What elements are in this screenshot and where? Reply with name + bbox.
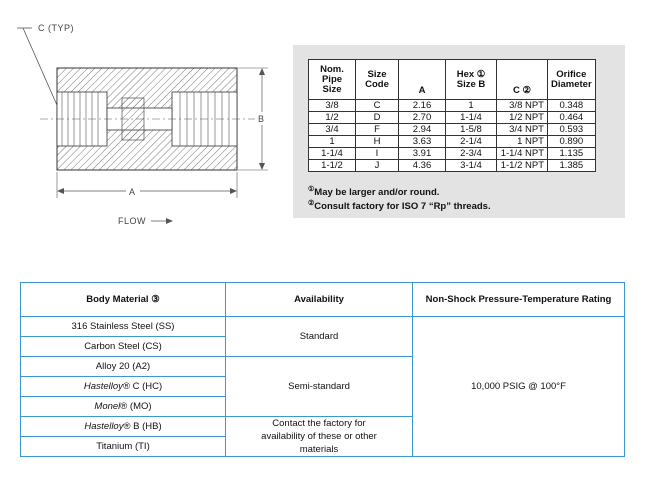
dimension-panel bbox=[293, 45, 625, 218]
header-orifice-diameter: Orifice Diameter bbox=[548, 60, 596, 100]
dimension-table-header bbox=[309, 60, 596, 100]
table-row: 1-1/2 J 4.36 3-1/4 1-1/2 NPT 1.385 bbox=[309, 160, 596, 172]
materials-table-header bbox=[21, 283, 625, 317]
flow-indicator bbox=[118, 216, 173, 226]
table-row: 1-1/4 I 3.91 2-3/4 1-1/4 NPT 1.135 bbox=[309, 148, 596, 160]
header-body-material: Body Material ③ bbox=[21, 283, 226, 317]
header-nom-pipe-size: Nom. Pipe Size bbox=[309, 60, 356, 100]
header-size-code: Size Code bbox=[356, 60, 399, 100]
availability-contact: Contact the factory for availability of these or other materials bbox=[226, 417, 413, 457]
callout-c-label: C (TYP) bbox=[38, 23, 74, 33]
coupling-body bbox=[40, 68, 255, 170]
table-row: 3/8 C 2.16 1 3/8 NPT 0.348 bbox=[309, 100, 596, 112]
material-cell: Hastelloy® B (HB) bbox=[21, 417, 226, 437]
materials-table bbox=[20, 282, 625, 457]
header-c: C ② bbox=[497, 60, 548, 100]
table-row: 1/2 D 2.70 1-1/4 1/2 NPT 0.464 bbox=[309, 112, 596, 124]
availability-semi-standard: Semi-standard bbox=[226, 357, 413, 417]
header-rating: Non-Shock Pressure-Temperature Rating bbox=[413, 283, 625, 317]
dimension-b-label: B bbox=[258, 114, 265, 124]
header-a: A bbox=[399, 60, 446, 100]
note-1: ①May be larger and/or round. bbox=[308, 186, 440, 199]
flow-arrow-icon bbox=[166, 218, 173, 224]
rating-value: 10,000 PSIG @ 100°F bbox=[413, 317, 625, 457]
material-cell: Alloy 20 (A2) bbox=[21, 357, 226, 377]
material-cell: Hastelloy® C (HC) bbox=[21, 377, 226, 397]
table-row bbox=[21, 317, 625, 337]
dimension-table bbox=[308, 59, 596, 172]
header-hex-size-b: Hex ① Size B bbox=[446, 60, 497, 100]
availability-standard: Standard bbox=[226, 317, 413, 357]
material-cell: Monel® (MO) bbox=[21, 397, 226, 417]
material-cell: 316 Stainless Steel (SS) bbox=[21, 317, 226, 337]
header-availability: Availability bbox=[226, 283, 413, 317]
coupling-drawing bbox=[0, 0, 285, 240]
dimension-a bbox=[57, 172, 237, 198]
flow-label: FLOW bbox=[118, 216, 146, 226]
table-row: 3/4 F 2.94 1-5/8 3/4 NPT 0.593 bbox=[309, 124, 596, 136]
note-2: ②Consult factory for ISO 7 “Rp” threads. bbox=[308, 200, 491, 213]
dimension-a-label: A bbox=[129, 187, 136, 197]
table-row: 1 H 3.63 2-1/4 1 NPT 0.890 bbox=[309, 136, 596, 148]
material-cell: Carbon Steel (CS) bbox=[21, 337, 226, 357]
material-cell: Titanium (TI) bbox=[21, 437, 226, 457]
